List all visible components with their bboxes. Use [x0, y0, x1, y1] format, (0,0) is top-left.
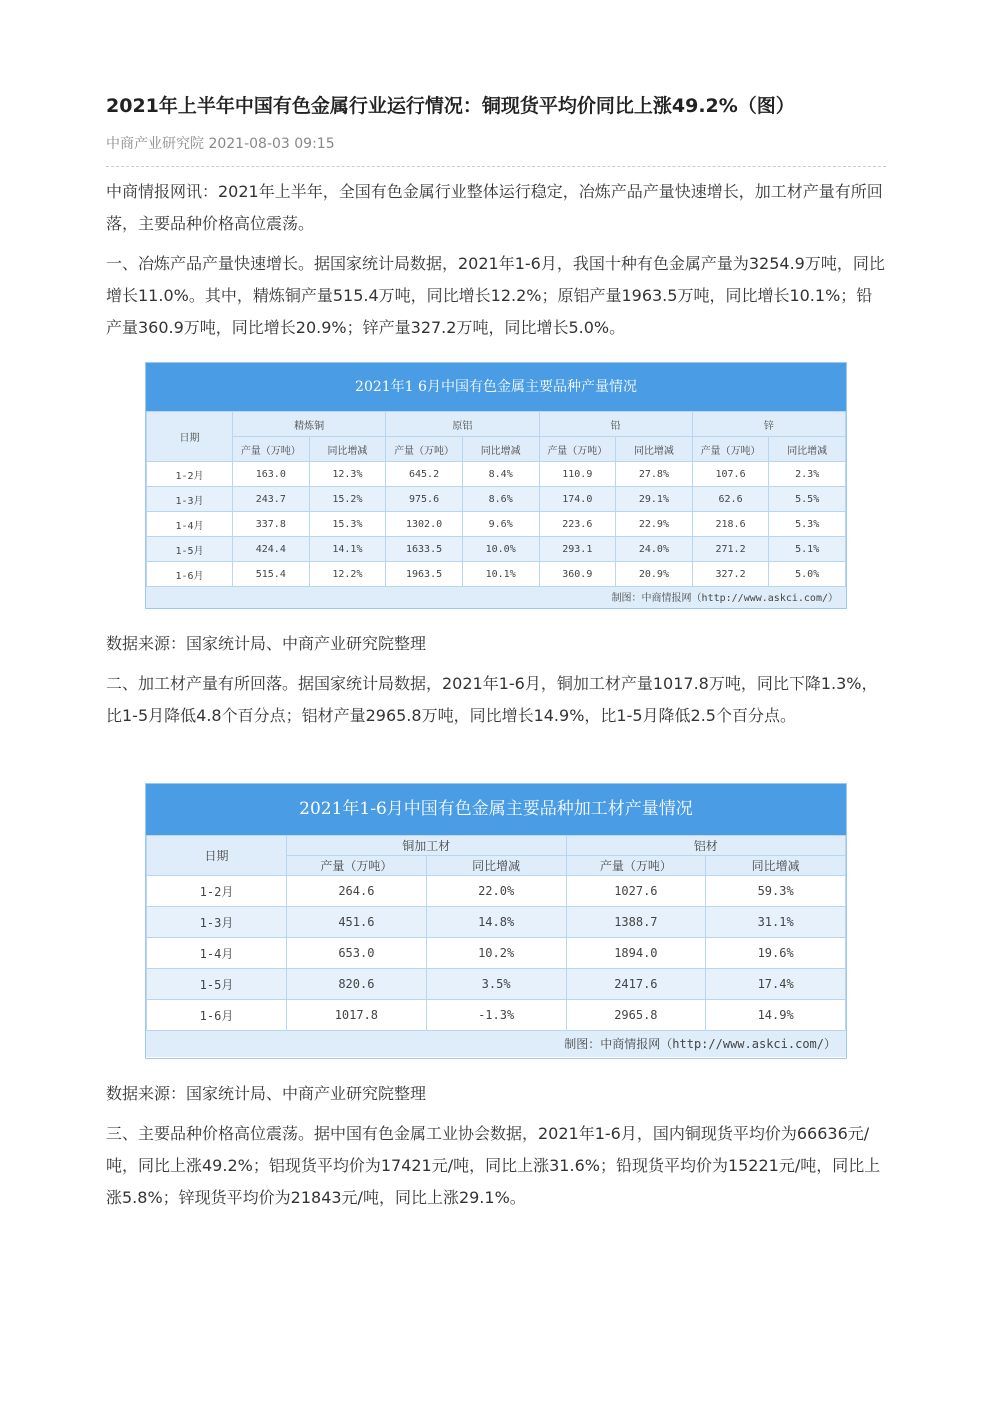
table2-subheader: 同比增减	[426, 856, 566, 876]
table-cell: -1.3%	[426, 1000, 566, 1031]
table-cell: 337.8	[233, 512, 310, 537]
table-cell: 1388.7	[566, 907, 706, 938]
table-cell: 8.4%	[462, 462, 539, 487]
section2-paragraph: 二、加工材产量有所回落。据国家统计局数据，2021年1-6月，铜加工材产量1017.8万吨，同比下降1.3%，比1-5月降低4.8个百分点；铝材产量2965.8万吨，同比增长14.9%，比1-5月降低2.5个百分点。	[106, 674, 878, 725]
smelting-output-table-image	[145, 362, 847, 609]
data-source-note: 数据来源：国家统计局、中商产业研究院整理	[106, 634, 427, 653]
table-cell: 163.0	[233, 462, 310, 487]
table-cell: 27.8%	[616, 462, 693, 487]
table-cell: 24.0%	[616, 537, 693, 562]
table2-grid	[146, 835, 846, 1031]
table-cell: 14.8%	[426, 907, 566, 938]
table-cell: 2417.6	[566, 969, 706, 1000]
table1-grid	[146, 411, 846, 587]
table-cell: 22.9%	[616, 512, 693, 537]
table-cell: 1894.0	[566, 938, 706, 969]
table-cell: 1-6月	[147, 1000, 287, 1031]
table-cell: 424.4	[233, 537, 310, 562]
table-cell: 29.1%	[616, 487, 693, 512]
table-cell: 360.9	[539, 562, 616, 587]
table-cell: 62.6	[692, 487, 769, 512]
table-row	[147, 938, 846, 969]
table-row	[147, 1000, 846, 1031]
table-cell: 264.6	[287, 876, 427, 907]
table-cell: 1-2月	[147, 462, 233, 487]
table2-title: 2021年1-6月中国有色金属主要品种加工材产量情况	[146, 784, 846, 835]
divider	[106, 166, 886, 167]
table-cell: 2965.8	[566, 1000, 706, 1031]
table-row	[147, 562, 846, 587]
section1-paragraph: 一、冶炼产品产量快速增长。据国家统计局数据，2021年1-6月，我国十种有色金属产量为3254.9万吨，同比增长11.0%。其中，精炼铜产量515.4万吨，同比增长12.2%；原铝产量1963.5万吨，同比增长10.1%；铅产量360.9万吨，同比增长20.9%；锌产量327.2万吨，同比增长5.0%。	[106, 254, 885, 337]
table-cell: 5.0%	[769, 562, 846, 587]
table-row	[147, 969, 846, 1000]
table-cell: 820.6	[287, 969, 427, 1000]
table-cell: 107.6	[692, 462, 769, 487]
table2-date-header: 日期	[147, 836, 287, 876]
table1-group-header: 锌	[692, 412, 845, 437]
table-cell: 293.1	[539, 537, 616, 562]
table-cell: 243.7	[233, 487, 310, 512]
table-cell: 1302.0	[386, 512, 463, 537]
table1-date-header: 日期	[147, 412, 233, 462]
article-source-date: 中商产业研究院 2021-08-03 09:15	[106, 136, 335, 152]
table-cell: 5.3%	[769, 512, 846, 537]
table-row	[147, 537, 846, 562]
table-cell: 174.0	[539, 487, 616, 512]
table-cell: 8.6%	[462, 487, 539, 512]
table-cell: 110.9	[539, 462, 616, 487]
processed-material-table-image	[145, 783, 847, 1059]
table-row	[147, 907, 846, 938]
table1-subheader-row	[147, 437, 846, 462]
table-cell: 1-5月	[147, 969, 287, 1000]
table1-group-header: 原铝	[386, 412, 539, 437]
table-cell: 1-5月	[147, 537, 233, 562]
table1-credit: 制图：中商情报网（http://www.askci.com/）	[146, 587, 846, 609]
table2-group-header: 铜加工材	[287, 836, 567, 856]
table2-group-row	[147, 836, 846, 856]
table1-subheader: 产量（万吨）	[539, 437, 616, 462]
table1-group-row	[147, 412, 846, 437]
table-cell: 19.6%	[706, 938, 846, 969]
table-cell: 9.6%	[462, 512, 539, 537]
table-row	[147, 876, 846, 907]
table-cell: 10.2%	[426, 938, 566, 969]
table-row	[147, 462, 846, 487]
table-cell: 451.6	[287, 907, 427, 938]
table-cell: 271.2	[692, 537, 769, 562]
table-cell: 1-6月	[147, 562, 233, 587]
table-cell: 1-4月	[147, 512, 233, 537]
table-cell: 14.1%	[309, 537, 386, 562]
table-cell: 20.9%	[616, 562, 693, 587]
table-cell: 14.9%	[706, 1000, 846, 1031]
table-cell: 1-2月	[147, 876, 287, 907]
table2-subheader: 产量（万吨）	[287, 856, 427, 876]
table-cell: 31.1%	[706, 907, 846, 938]
table-cell: 327.2	[692, 562, 769, 587]
table-cell: 515.4	[233, 562, 310, 587]
table-cell: 1-3月	[147, 907, 287, 938]
table-cell: 1963.5	[386, 562, 463, 587]
table-cell: 17.4%	[706, 969, 846, 1000]
table-row	[147, 487, 846, 512]
table-cell: 1-4月	[147, 938, 287, 969]
table1-group-header: 铅	[539, 412, 692, 437]
table-cell: 1633.5	[386, 537, 463, 562]
table1-subheader: 同比增减	[769, 437, 846, 462]
table-cell: 223.6	[539, 512, 616, 537]
table-row	[147, 512, 846, 537]
table1-subheader: 产量（万吨）	[692, 437, 769, 462]
data-source-note: 数据来源：国家统计局、中商产业研究院整理	[106, 1084, 427, 1103]
table1-subheader: 同比增减	[309, 437, 386, 462]
table-cell: 10.0%	[462, 537, 539, 562]
table-cell: 12.3%	[309, 462, 386, 487]
table-cell: 1017.8	[287, 1000, 427, 1031]
table-cell: 12.2%	[309, 562, 386, 587]
table-cell: 1027.6	[566, 876, 706, 907]
table-cell: 218.6	[692, 512, 769, 537]
table-cell: 645.2	[386, 462, 463, 487]
section3-paragraph: 三、主要品种价格高位震荡。据中国有色金属工业协会数据，2021年1-6月，国内铜现货平均价为66636元/吨，同比上涨49.2%；铝现货平均价为17421元/吨，同比上涨31.6%；铅现货平均价为15221元/吨，同比上涨5.8%；锌现货平均价为21843元/吨，同比上涨29.1%。	[106, 1124, 881, 1207]
table2-subheader: 同比增减	[706, 856, 846, 876]
table-cell: 59.3%	[706, 876, 846, 907]
table1-subheader: 同比增减	[462, 437, 539, 462]
table2-credit: 制图：中商情报网（http://www.askci.com/）	[146, 1031, 846, 1057]
article-title: 2021年上半年中国有色金属行业运行情况：铜现货平均价同比上涨49.2%（图）	[106, 95, 795, 117]
table1-group-header: 精炼铜	[233, 412, 386, 437]
table-cell: 975.6	[386, 487, 463, 512]
table-cell: 22.0%	[426, 876, 566, 907]
table1-subheader: 同比增减	[616, 437, 693, 462]
table-cell: 15.3%	[309, 512, 386, 537]
table2-subheader: 产量（万吨）	[566, 856, 706, 876]
table-cell: 15.2%	[309, 487, 386, 512]
table-cell: 653.0	[287, 938, 427, 969]
table-cell: 5.1%	[769, 537, 846, 562]
table-cell: 2.3%	[769, 462, 846, 487]
table2-group-header: 铝材	[566, 836, 846, 856]
table-cell: 10.1%	[462, 562, 539, 587]
table-cell: 1-3月	[147, 487, 233, 512]
table1-subheader: 产量（万吨）	[233, 437, 310, 462]
table-cell: 3.5%	[426, 969, 566, 1000]
table-cell: 5.5%	[769, 487, 846, 512]
table1-subheader: 产量（万吨）	[386, 437, 463, 462]
intro-paragraph: 中商情报网讯：2021年上半年，全国有色金属行业整体运行稳定，冶炼产品产量快速增长，加工材产量有所回落，主要品种价格高位震荡。	[106, 182, 883, 233]
table1-title: 2021年1 6月中国有色金属主要品种产量情况	[146, 363, 846, 411]
